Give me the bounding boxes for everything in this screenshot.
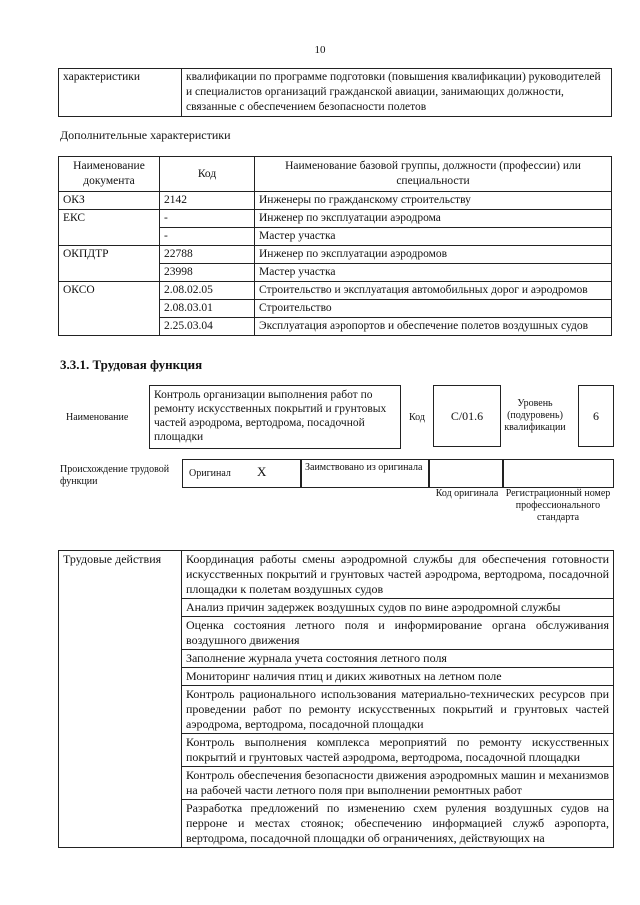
name-cell: Инженер по эксплуатации аэродромов [255, 246, 612, 264]
name-cell: Инженер по эксплуатации аэродрома [255, 210, 612, 228]
action-item: Контроль выполнения комплекса мероприятий по ремонту искусственных покрытий и грунтовых частей аэродрома, вертодрома, посадочной площадки [182, 734, 614, 767]
code-cell: 22788 [160, 246, 255, 264]
section-title: 3.3.1. Трудовая функция [60, 357, 203, 372]
action-item: Разработка предложений по изменению схем руления воздушных судов на перроне и местах стоянок; обеспечению информацией служб аэропорта, вертодрома, посадочной площадки об ограничениях, действующих на [182, 800, 614, 848]
name-cell: Мастер участка [255, 228, 612, 246]
reg-number-box [502, 459, 614, 488]
table-row [59, 210, 612, 228]
doc-cell: ОКПДТР [59, 246, 160, 282]
characteristics-text: квалификации по программе подготовки (повышения квалификации) руководителей и специалистов организаций гражданской авиации, занимающих должности, связанные с обеспечением безопасности полетов [182, 69, 612, 117]
name-cell: Мастер участка [255, 264, 612, 282]
labor-actions-label: Трудовые действия [59, 551, 182, 848]
name-cell: Инженеры по гражданскому строительству [255, 192, 612, 210]
table-row [59, 192, 612, 210]
code-cell: 2142 [160, 192, 255, 210]
characteristics-table [58, 68, 612, 117]
characteristics-label: характеристики [59, 69, 182, 117]
table-row [59, 246, 612, 264]
origin-label: Происхождение трудовой функции [60, 464, 170, 487]
table-header-row [59, 157, 612, 192]
original-box [182, 459, 302, 488]
name-cell: Строительство [255, 300, 612, 318]
additional-characteristics-title: Дополнительные характеристики [60, 128, 231, 142]
code-cell: 2.08.02.05 [160, 282, 255, 300]
original-code-label: Код оригинала [435, 488, 499, 499]
header-code: Код [160, 157, 255, 192]
code-cell: 23998 [160, 264, 255, 282]
table-row [59, 551, 614, 599]
code-label: Код [409, 412, 425, 423]
action-item: Координация работы смены аэродромной службы для обеспечения готовности искусственных покрытий и грунтовых частей аэродрома, вертодрома, посадочной площадки к полетам воздушных судов [182, 551, 614, 599]
function-name: Контроль организации выполнения работ по ремонту искусственных покрытий и грунтовых частей аэродрома, вертодрома, посадочной площадки [149, 385, 401, 449]
action-item: Контроль рационального использования материально-технических ресурсов при проведении работ по ремонту искусственных покрытий и грунтовых частей аэродрома, вертодрома, посадочной площадки [182, 686, 614, 734]
code-cell: - [160, 228, 255, 246]
doc-cell: ОКСО [59, 282, 160, 336]
name-label: Наименование [66, 412, 129, 423]
original-label: Оригинал [189, 468, 231, 479]
header-name: Наименование базовой группы, должности (профессии) или специальности [255, 157, 612, 192]
doc-cell: ЕКС [59, 210, 160, 246]
table-row [59, 282, 612, 300]
action-item: Анализ причин задержек воздушных судов по вине аэродромной службы [182, 599, 614, 617]
action-item: Контроль обеспечения безопасности движения аэродромных машин и механизмов на рабочей части летного поля при выполнении ремонтных работ [182, 767, 614, 800]
name-cell: Эксплуатация аэропортов и обеспечение полетов воздушных судов [255, 318, 612, 336]
reg-number-label: Регистрационный номер профессионального стандарта [505, 488, 611, 523]
doc-cell: ОКЗ [59, 192, 160, 210]
additional-characteristics-table [58, 156, 612, 336]
page-number: 10 [314, 44, 326, 56]
code-cell: 2.25.03.04 [160, 318, 255, 336]
table-row [59, 69, 612, 117]
function-code: C/01.6 [433, 385, 501, 447]
action-item: Мониторинг наличия птиц и диких животных на летном поле [182, 668, 614, 686]
action-item: Заполнение журнала учета состояния летного поля [182, 650, 614, 668]
level-label: Уровень (подуровень) квалификации [504, 398, 566, 433]
code-cell: 2.08.03.01 [160, 300, 255, 318]
borrowed-label: Заимствовано из оригинала [305, 462, 423, 473]
name-cell: Строительство и эксплуатация автомобильных дорог и аэродромов [255, 282, 612, 300]
labor-actions-table [58, 550, 614, 848]
header-document: Наименование документа [59, 157, 160, 192]
code-cell: - [160, 210, 255, 228]
original-code-box [428, 459, 504, 488]
borrowed-box [300, 459, 430, 488]
original-mark: X [257, 464, 267, 479]
action-item: Оценка состояния летного поля и информирование органа обслуживания воздушного движения [182, 617, 614, 650]
function-level: 6 [578, 385, 614, 447]
